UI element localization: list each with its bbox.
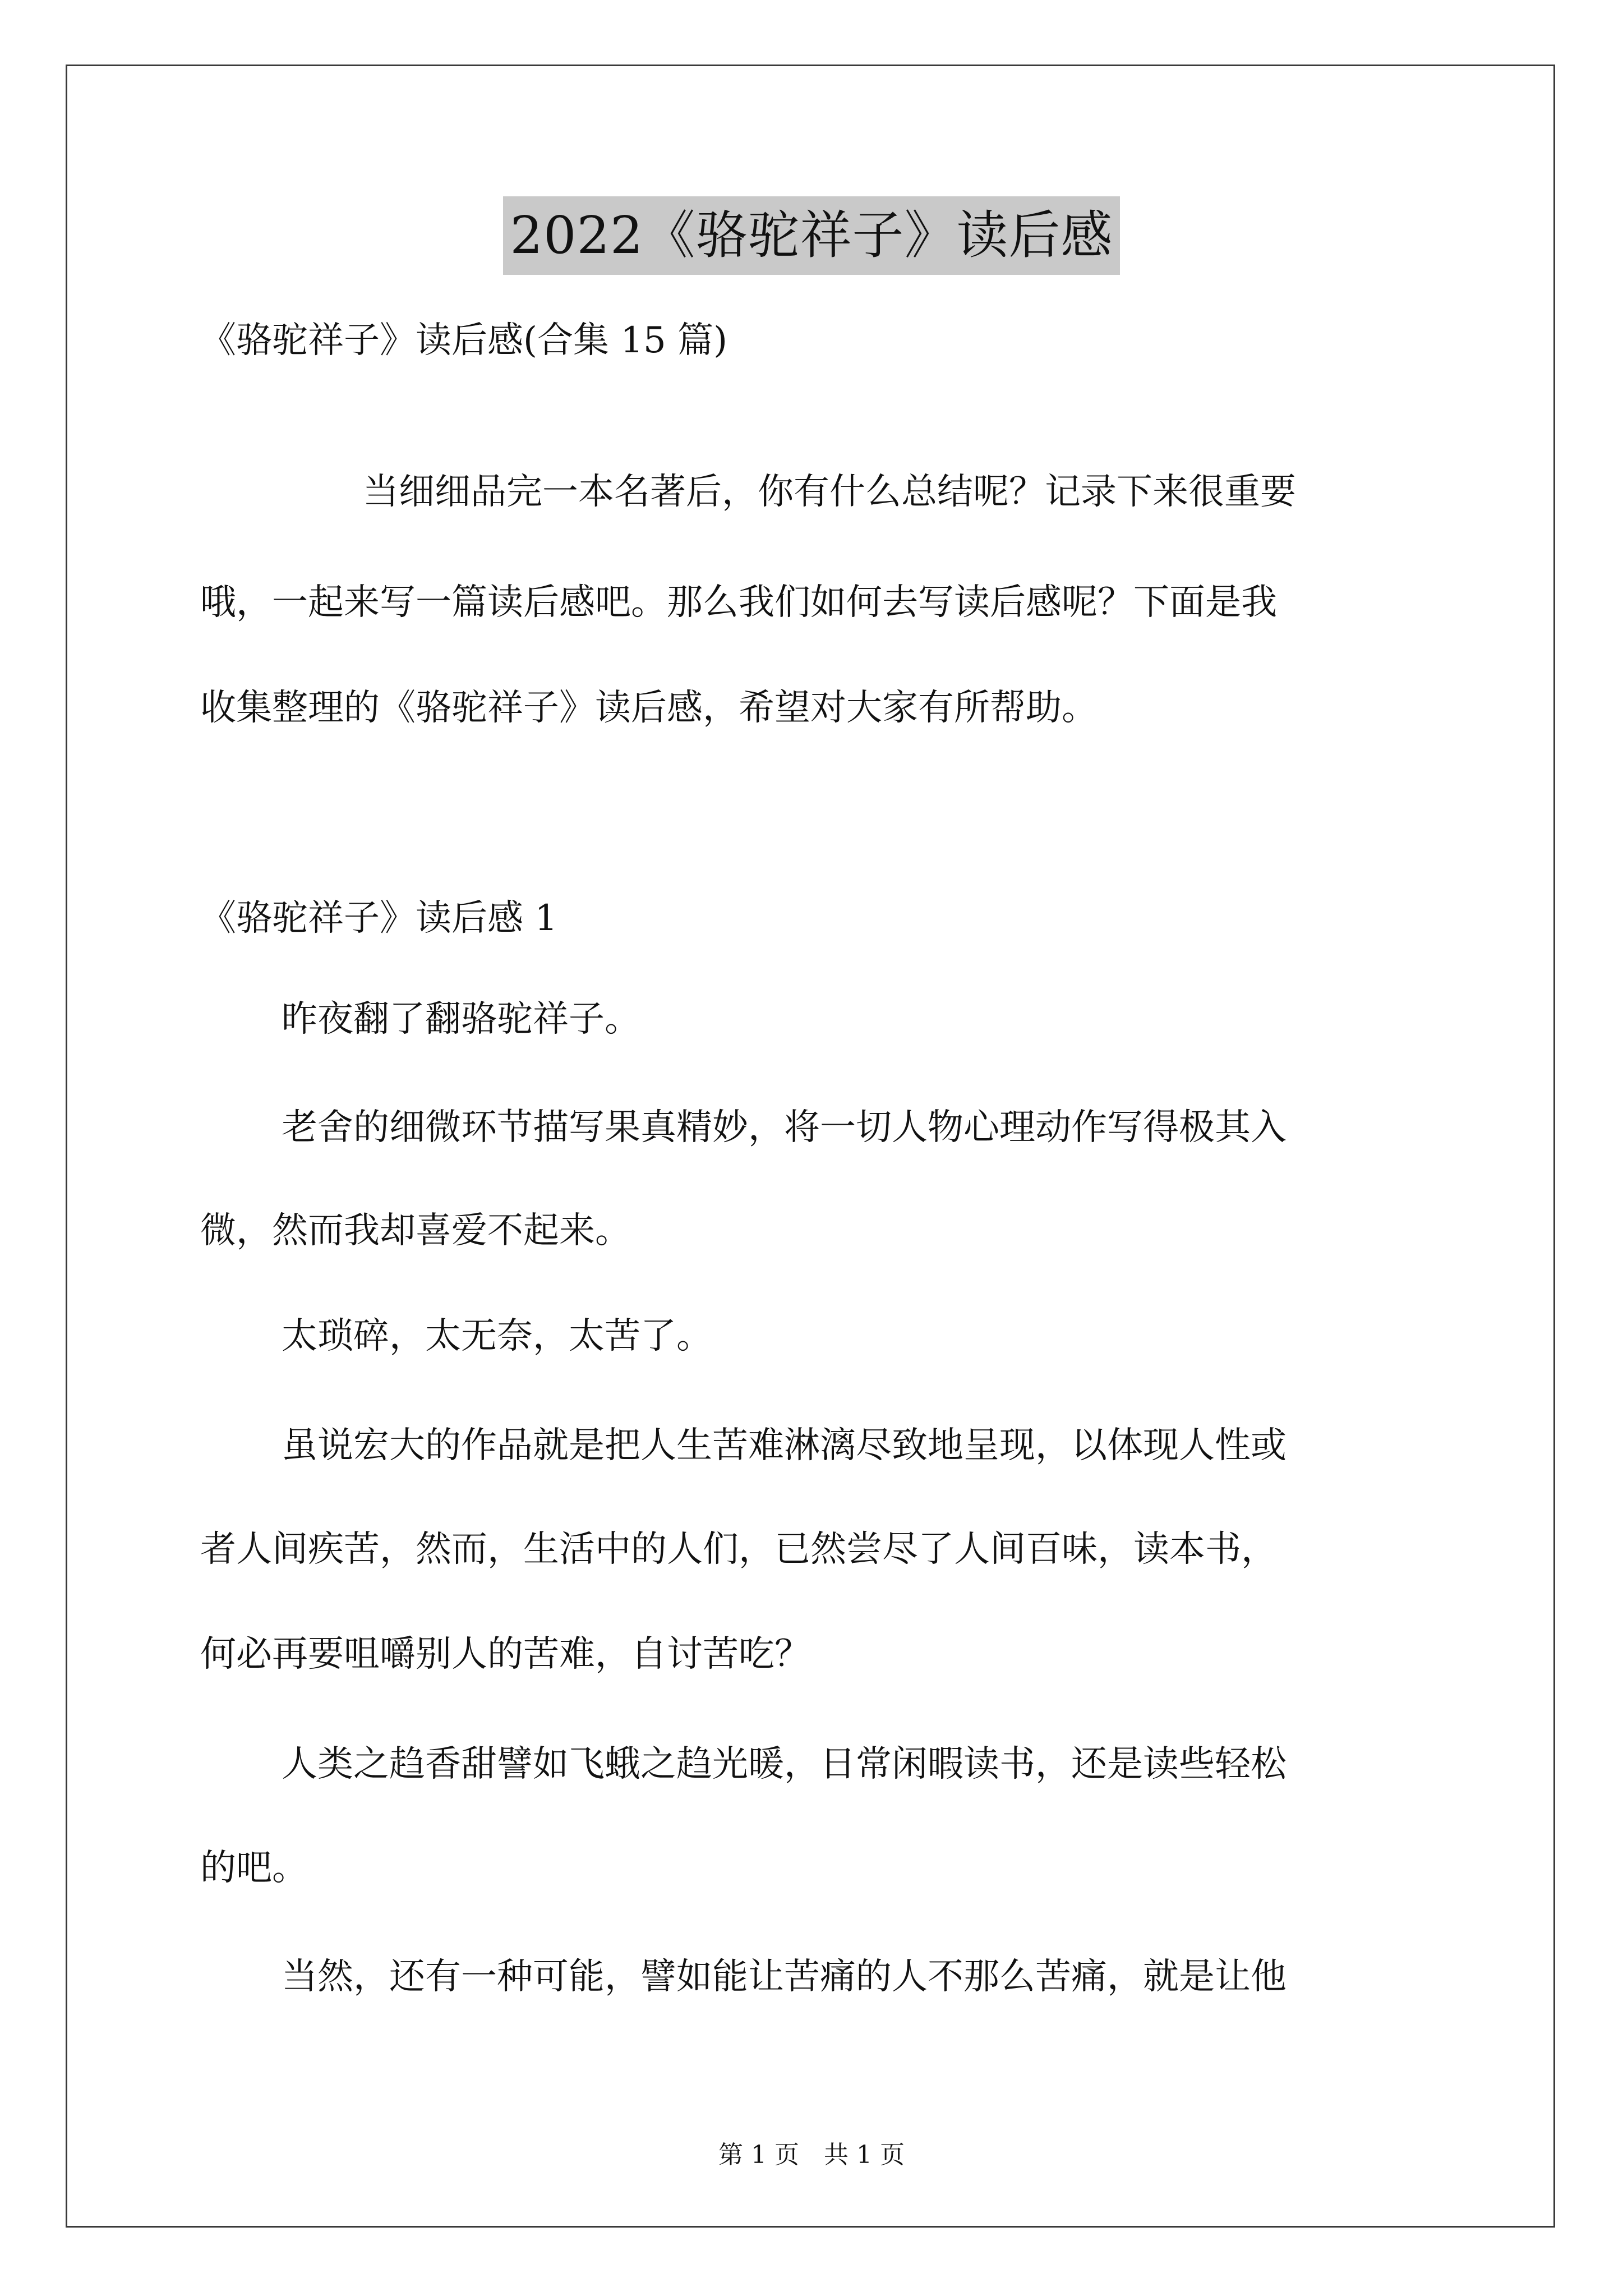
paragraph-line: 何必再要咀嚼别人的苦难，自讨苦吃？ [200, 1634, 810, 1675]
section-heading: 《骆驼祥子》读后感 1 [200, 898, 558, 939]
document-subtitle: 《骆驼祥子》读后感(合集 15 篇) [200, 320, 728, 361]
title-block [0, 196, 1623, 275]
paragraph-line: 微，然而我却喜爱不起来。 [200, 1210, 631, 1251]
paragraph-line: 虽说宏大的作品就是把人生苦难淋漓尽致地呈现，以体现人性或 [282, 1425, 1287, 1466]
page-footer: 第 1 页 共 1 页 [718, 2141, 905, 2169]
paragraph-line: 的吧。 [200, 1847, 308, 1889]
document-title: 2022《骆驼祥子》读后感 [503, 196, 1119, 275]
intro-line: 哦，一起来写一篇读后感吧。那么我们如何去写读后感呢？下面是我 [200, 582, 1277, 623]
paragraph-line: 人类之趋香甜譬如飞蛾之趋光暖，日常闲暇读书，还是读些轻松 [282, 1743, 1287, 1785]
paragraph-line: 者人间疾苦，然而，生活中的人们，已然尝尽了人间百味，读本书， [200, 1529, 1277, 1570]
paragraph-line: 太琐碎，太无奈，太苦了。 [282, 1315, 712, 1357]
paragraph-line: 老舍的细微环节描写果真精妙，将一切人物心理动作写得极其入 [282, 1107, 1287, 1148]
paragraph-line: 当然，还有一种可能，譬如能让苦痛的人不那么苦痛，就是让他 [282, 1956, 1287, 1998]
intro-line: 当细细品完一本名著后，你有什么总结呢？记录下来很重要 [363, 471, 1296, 513]
paragraph-line: 昨夜翻了翻骆驼祥子。 [282, 999, 640, 1040]
intro-line: 收集整理的《骆驼祥子》读后感，希望对大家有所帮助。 [200, 687, 1098, 729]
